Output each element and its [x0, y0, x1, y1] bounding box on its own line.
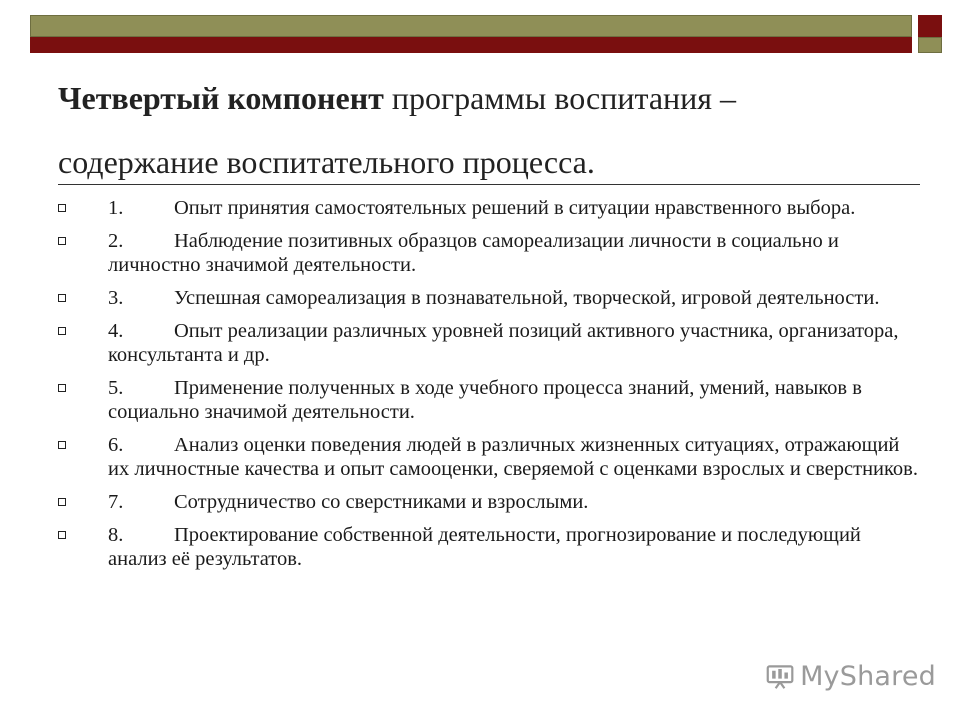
square-bullet-icon: [58, 531, 66, 539]
item-text: Успешная самореализация в познавательной, творческой, игровой деятельности.: [174, 287, 880, 309]
square-bullet-icon: [58, 327, 66, 335]
list-item: [58, 229, 918, 277]
item-text: Опыт реализации различных уровней позиций активного участника, организатора, консультанта и др.: [108, 320, 899, 366]
item-text: Проектирование собственной деятельности, прогнозирование и последующий анализ её результатов.: [108, 524, 861, 570]
watermark-text: MyShared: [800, 660, 936, 692]
header-corner-block: [918, 15, 942, 55]
header-decoration-bar: [30, 15, 912, 55]
square-bullet-icon: [58, 237, 66, 245]
square-bullet-icon: [58, 441, 66, 449]
slide-title-rest: программы воспитания –: [383, 80, 736, 116]
slide-title-bold: Четвертый компонент: [58, 80, 384, 116]
list-item: [58, 376, 918, 424]
slide-title-line2: содержание воспитательного процесса.: [58, 144, 595, 180]
item-text: Наблюдение позитивных образцов самореализации личности в социально и личностно значимой деятельности.: [108, 230, 839, 276]
item-number: 4.: [108, 320, 124, 342]
list-item: [58, 490, 918, 514]
list-item: [58, 196, 918, 220]
list-item: [58, 286, 918, 310]
item-number: 8.: [108, 524, 124, 546]
item-text: Анализ оценки поведения людей в различных жизненных ситуациях, отражающий их личностные качества и опыт самооценки, сверяемой с оценками взрослых и сверстников.: [108, 434, 918, 480]
list-item: [58, 523, 918, 571]
slide-title: [58, 66, 908, 194]
item-text: Опыт принятия самостоятельных решений в ситуации нравственного выбора.: [174, 197, 856, 219]
presentation-icon: [766, 660, 794, 692]
item-number: 3.: [108, 287, 124, 309]
item-number: 7.: [108, 491, 124, 513]
header-maroon-stripe: [30, 37, 912, 53]
list-item: [58, 433, 918, 481]
square-bullet-icon: [58, 384, 66, 392]
item-text: Сотрудничество со сверстниками и взрослыми.: [174, 491, 589, 513]
item-number: 1.: [108, 197, 124, 219]
item-number: 6.: [108, 434, 124, 456]
myshared-watermark[interactable]: [766, 656, 936, 696]
title-divider: [58, 184, 920, 185]
corner-maroon-square: [918, 15, 942, 37]
list-item: [58, 319, 918, 367]
item-text: Применение полученных в ходе учебного процесса знаний, умений, навыков в социально значимой деятельности.: [108, 377, 862, 423]
content-list: [58, 196, 918, 580]
item-number: 5.: [108, 377, 124, 399]
square-bullet-icon: [58, 204, 66, 212]
header-olive-stripe: [30, 15, 912, 37]
item-number: 2.: [108, 230, 124, 252]
square-bullet-icon: [58, 498, 66, 506]
corner-olive-square: [918, 37, 942, 53]
square-bullet-icon: [58, 294, 66, 302]
